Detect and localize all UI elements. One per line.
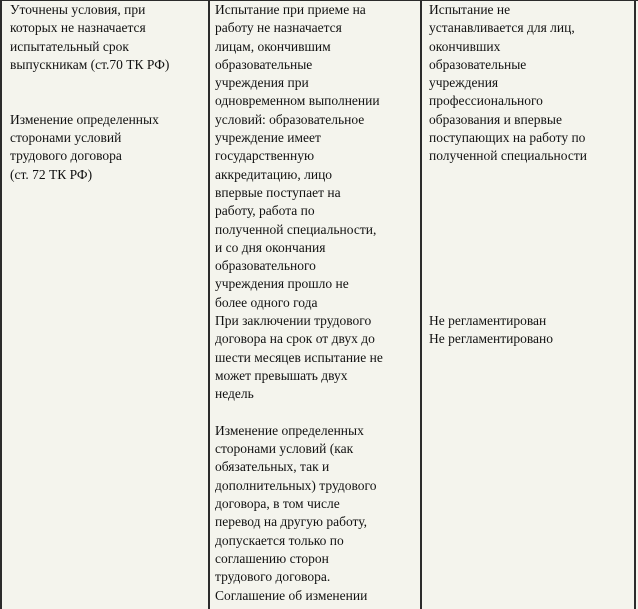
cell-text-short-contract-probation: При заключении трудового договора на срок от двух до шести месяцев испытание не может превышать двух недель [215,313,383,402]
table-cell-changes [10,1,206,609]
table-border-right [634,0,636,609]
cell-text-contract-change-agreement: Изменение определенных сторонами условий (как обязательных, так и дополнительных) трудового договора, в том числе перевод на другую работу, допускается только по соглашению сторон трудового договора. Соглашение об изменении [215,422,377,603]
cell-text-graduates-exemption: Испытание не устанавливается для лиц, окончивших образовательные учреждения профессионального образования и впервые поступающих на работу по полученной специальности [429,2,587,164]
table-divider-2 [420,0,422,609]
cell-text-graduates-probation: Испытание при приеме на работу не назначается лицам, окончившим образовательные учреждения при одновременном выполнении условий: образовательное учреждение имеет государственную аккредитацию, лицо впервые поступает на работу, работа по полученной специальности, и со дня окончания образовательного учреждения прошло не более одного года [215,2,380,310]
table-cell-new-rules [429,1,633,609]
cell-text-contract-changes: Изменение определенных сторонами условий трудового договора (ст. 72 ТК РФ) [10,111,159,182]
table-border-left [0,0,2,609]
cell-text-probation-conditions: Уточнены условия, при которых не назначается испытательный срок выпускникам (ст.70 ТК РФ) [10,2,170,72]
cell-text-not-regulated-2: Не регламентировано [429,331,553,347]
table-cell-old-rules [215,1,418,609]
cell-text-not-regulated-1: Не регламентирован [429,313,547,329]
table-divider-1 [208,0,210,609]
